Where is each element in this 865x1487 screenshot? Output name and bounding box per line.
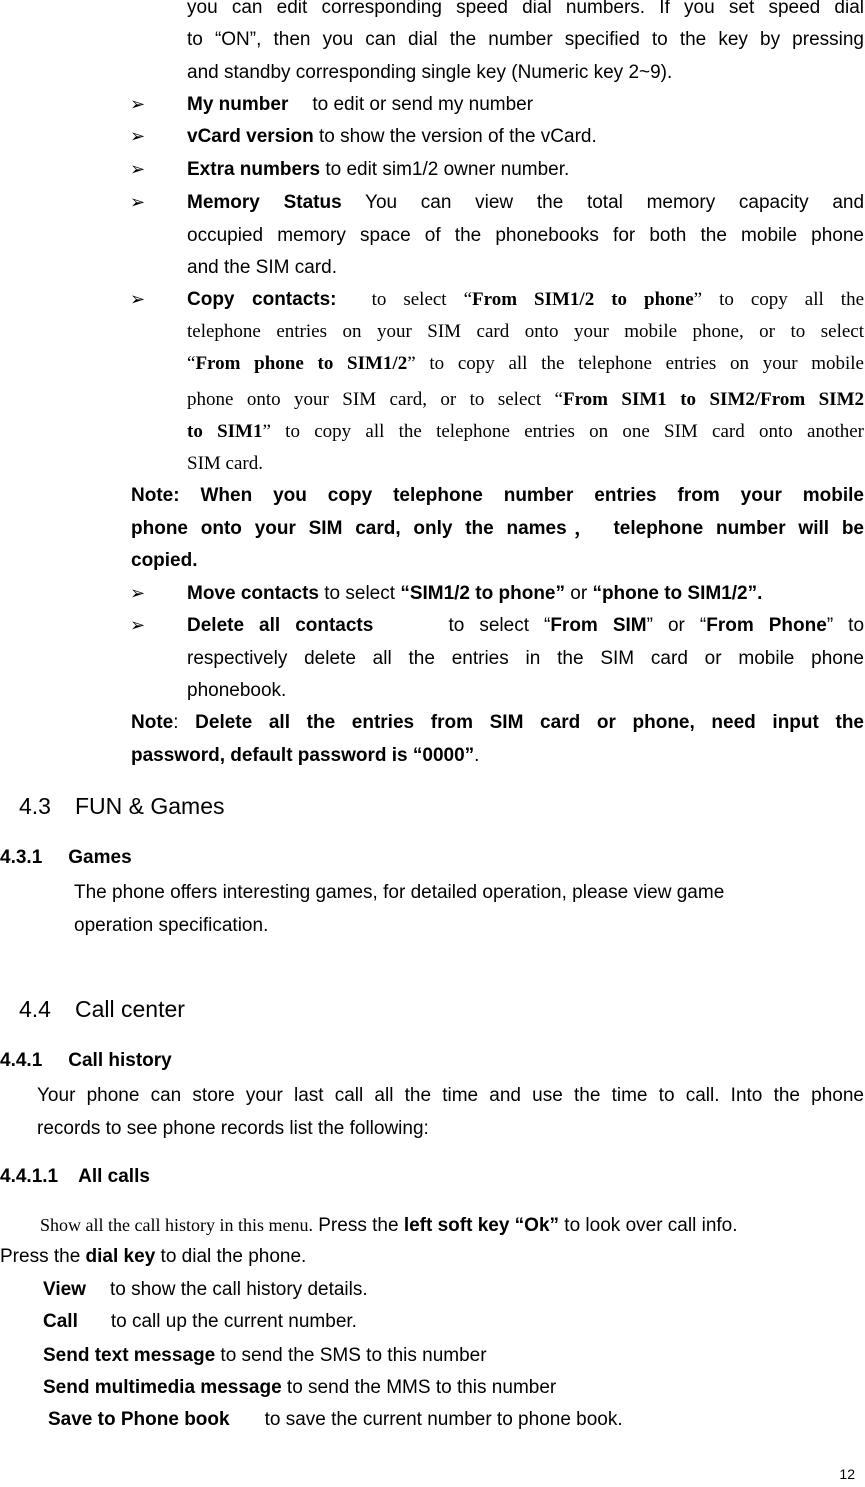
all-calls-text: Show all the call history in this menu. [40, 1215, 313, 1235]
all-calls-key: left soft key “Ok” [403, 1215, 560, 1236]
note-2-l2 [131, 740, 479, 772]
section-title: FUN & Games [74, 793, 225, 819]
section-heading-4-4 [19, 993, 185, 1025]
intro-line-3: and standby corresponding single key (Numeric key 2~9). [187, 62, 673, 83]
copy-text: to select “ [371, 289, 473, 310]
note-text: Delete all the entries from SIM card or phone, need input the [195, 712, 864, 733]
call-history-l1: Your phone can store your last call all the time and use the time to call. Into the phone [37, 1085, 864, 1106]
copy-option: From SIM1/2 to phone [472, 289, 694, 310]
bullet-icon: ➢ [130, 159, 146, 180]
item-vcard [187, 121, 597, 153]
all-calls-text: Press the [0, 1246, 86, 1267]
option-desc: to show the call history details. [109, 1279, 368, 1300]
item-delete-l1 [187, 610, 864, 642]
section-title: Call history [68, 1050, 172, 1071]
section-heading-4-4-1-1 [0, 1161, 150, 1193]
bullet-icon: ➢ [130, 192, 146, 213]
section-heading-4-4-1 [0, 1045, 172, 1077]
note-period: . [474, 745, 480, 766]
item-desc: to edit or send my number [312, 94, 534, 115]
item-my-number [187, 89, 533, 121]
option-desc: to call up the current number. [110, 1311, 357, 1332]
section-title: Games [68, 847, 132, 868]
section-number: 4.3 [19, 793, 51, 819]
item-desc: You can view the total memory capacity and [365, 192, 865, 213]
all-calls-key: dial key [85, 1246, 156, 1267]
note-1-l2: phone onto your SIM card, only the names， telephone number will be [131, 518, 864, 539]
copy-option: From phone to SIM1/2 [195, 353, 408, 374]
section-heading-4-3 [19, 790, 225, 822]
item-desc: ” or “ [646, 615, 707, 636]
option-desc: to send the SMS to this number [215, 1345, 487, 1366]
option-term: Save to Phone book [48, 1409, 230, 1430]
option-term: Send multimedia message [43, 1377, 282, 1398]
option-desc: to save the current number to phone book. [264, 1409, 623, 1430]
item-memory-l2: occupied memory space of the phonebooks for both the mobile phone [187, 225, 864, 246]
bullet-icon: ➢ [130, 126, 146, 147]
item-delete-l2: respectively delete all the entries in the SIM card or mobile phone [187, 648, 864, 669]
item-desc: to edit sim1/2 owner number. [320, 159, 570, 180]
page-number: 12 [839, 1466, 855, 1482]
item-term: My number [187, 94, 289, 115]
games-l1: The phone offers interesting games, for detailed operation, please view game [74, 882, 725, 903]
intro-line-1: you can edit corresponding speed dial numbers. If you set speed dial [187, 0, 864, 18]
item-desc: to show the version of the vCard. [313, 126, 597, 147]
option-send-mms [43, 1372, 556, 1404]
item-copy-l2: telephone entries on your SIM card onto your mobile phone, or to select [187, 321, 864, 342]
item-copy-l6: SIM card. [187, 453, 263, 474]
delete-option: From SIM [550, 615, 647, 636]
all-calls-text: Press the [312, 1215, 404, 1236]
item-term: vCard version [187, 126, 314, 147]
bullet-icon: ➢ [130, 94, 146, 115]
section-number: 4.4 [19, 996, 51, 1022]
item-desc: to select “ [448, 615, 551, 636]
item-copy-l4 [187, 384, 864, 416]
item-desc: to select [318, 583, 401, 604]
item-term: Memory Status [187, 192, 342, 213]
item-copy-l3 [187, 348, 864, 380]
bullet-icon: ➢ [130, 615, 146, 636]
copy-text: ” to copy all the telephone entries on one SIM card onto another [262, 421, 864, 442]
section-heading-4-3-1 [0, 842, 132, 874]
option-desc: to send the MMS to this number [281, 1377, 557, 1398]
item-term: Delete all contacts [187, 615, 374, 636]
item-term: Move contacts [187, 583, 319, 604]
option-term: View [43, 1279, 86, 1300]
option-save [48, 1404, 623, 1436]
copy-text: ” to copy all the [693, 289, 864, 310]
item-memory-l1 [187, 187, 864, 219]
item-copy-l5 [187, 416, 864, 448]
bullet-icon: ➢ [130, 289, 146, 310]
option-view [43, 1274, 368, 1306]
section-title: All calls [78, 1166, 150, 1187]
bullet-icon: ➢ [130, 583, 146, 604]
section-title: Call center [74, 996, 185, 1022]
move-option: “SIM1/2 to phone” [400, 583, 565, 604]
item-desc: ” to [826, 615, 865, 636]
note-text: password, default password is “0000” [131, 745, 475, 766]
note-1-l3: copied. [131, 550, 198, 571]
item-delete-l3: phonebook. [187, 680, 287, 701]
all-calls-l2 [0, 1241, 306, 1273]
section-number: 4.3.1 [0, 847, 43, 868]
all-calls-l1 [40, 1209, 738, 1242]
section-number: 4.4.1 [0, 1050, 43, 1071]
item-move [187, 578, 762, 610]
copy-option: From SIM1 to SIM2/From SIM2 [562, 389, 865, 410]
intro-line-2: to “ON”, then you can dial the number specified to the key by pressing [187, 29, 864, 50]
copy-text: ” to copy all the telephone entries on your mobile [407, 353, 864, 374]
delete-option: From Phone [706, 615, 827, 636]
note-1-l1: Note: When you copy telephone number entries from your mobile [131, 485, 864, 506]
option-term: Send text message [43, 1345, 216, 1366]
option-send-text [43, 1340, 487, 1372]
item-memory-l3: and the SIM card. [187, 257, 337, 278]
item-term: Extra numbers [187, 159, 321, 180]
note-2-l1 [131, 707, 864, 739]
option-term: Call [43, 1311, 78, 1332]
all-calls-text: to look over call info. [559, 1215, 738, 1236]
item-desc: or [565, 583, 593, 604]
section-number: 4.4.1.1 [0, 1166, 59, 1187]
option-call [43, 1306, 357, 1338]
note-colon: : [173, 712, 196, 733]
copy-option: to SIM1 [187, 421, 263, 442]
all-calls-text: to dial the phone. [155, 1246, 307, 1267]
item-copy-l1 [187, 284, 864, 316]
item-term: Copy contacts: [187, 289, 337, 310]
move-option: “phone to SIM1/2”. [592, 583, 763, 604]
call-history-l2: records to see phone records list the following: [37, 1118, 429, 1139]
note-label: Note [131, 712, 174, 733]
copy-text: phone onto your SIM card, or to select “ [187, 389, 563, 410]
games-l2: operation specification. [74, 915, 269, 936]
copy-text: “ [187, 353, 196, 374]
item-extra [187, 154, 569, 186]
